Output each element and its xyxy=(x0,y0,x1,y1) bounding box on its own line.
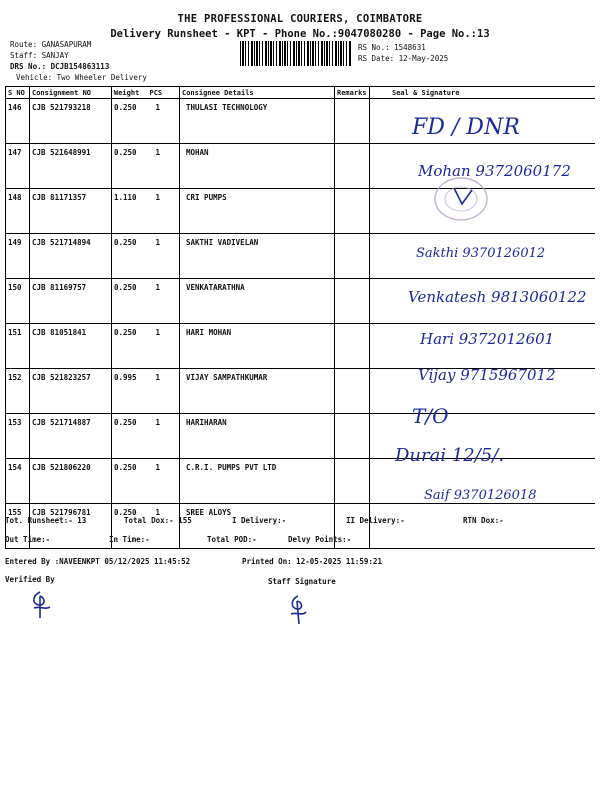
cell-consignment: CJB 81171357 xyxy=(30,189,112,234)
cell-consignee: SREE ALOYS xyxy=(180,504,335,549)
cell-remarks xyxy=(335,144,370,189)
handwritten-signature-147: Mohan 9372060172 xyxy=(418,162,571,180)
cell-pcs: 1 xyxy=(148,414,180,459)
cell-consignment: CJB 521823257 xyxy=(30,369,112,414)
cell-remarks xyxy=(335,99,370,144)
cell-remarks xyxy=(335,279,370,324)
verified-signature xyxy=(28,590,54,622)
cell-pcs: 1 xyxy=(148,504,180,549)
cell-signature xyxy=(370,504,595,549)
company-title: THE PROFESSIONAL COURIERS, COIMBATORE xyxy=(177,13,423,25)
handwritten-to: T/O xyxy=(412,404,449,428)
in-time: In Time:- xyxy=(109,535,150,544)
cell-pcs: 1 xyxy=(148,144,180,189)
handwritten-signature-155: Saif 9370126018 xyxy=(424,488,537,503)
cell-consignee: MOHAN xyxy=(180,144,335,189)
cell-weight: 0.250 xyxy=(112,414,148,459)
runsheet-subtitle: Delivery Runsheet - KPT - Phone No.:9047080280 - Page No.:13 xyxy=(110,28,490,40)
cell-pcs: 1 xyxy=(148,459,180,504)
cell-pcs: 1 xyxy=(148,279,180,324)
total-dox: Total Dox:- 155 xyxy=(124,516,192,525)
cell-consignment: CJB 521714894 xyxy=(30,234,112,279)
rs-date: RS Date: 12-May-2025 xyxy=(358,54,449,63)
runsheet-table xyxy=(5,86,595,549)
cell-remarks xyxy=(335,369,370,414)
col-weight: Weight xyxy=(112,87,148,99)
col-pcs: PCS xyxy=(148,87,180,99)
i-delivery: I Delivery:- xyxy=(232,516,287,525)
cell-consignee: CRI PUMPS xyxy=(180,189,335,234)
rtn-dox: RTN Dox:- xyxy=(463,516,504,525)
cell-sno: 154 xyxy=(6,459,30,504)
table-row xyxy=(6,414,595,459)
staff-signature-label: Staff Signature xyxy=(268,577,336,586)
cell-sno: 148 xyxy=(6,189,30,234)
cell-consignment: CJB 521806220 xyxy=(30,459,112,504)
cell-weight: 0.250 xyxy=(112,144,148,189)
cell-consignee: HARI MOHAN xyxy=(180,324,335,369)
cell-remarks xyxy=(335,234,370,279)
cell-consignee: VIJAY SAMPATHKUMAR xyxy=(180,369,335,414)
col-seal: Seal & Signature xyxy=(370,87,595,99)
cell-weight: 0.250 xyxy=(112,279,148,324)
delvy-points: Delvy Points:- xyxy=(288,535,352,544)
cell-pcs: 1 xyxy=(148,99,180,144)
cell-sno: 153 xyxy=(6,414,30,459)
handwritten-signature-150: Venkatesh 9813060122 xyxy=(408,288,587,306)
cell-sno: 150 xyxy=(6,279,30,324)
col-consignment: Consignment NO xyxy=(30,87,112,99)
entered-by: Entered By :NAVEENKPT 05/12/2025 11:45:52 xyxy=(5,557,191,566)
cell-sno: 149 xyxy=(6,234,30,279)
cell-pcs: 1 xyxy=(148,234,180,279)
cell-weight: 0.250 xyxy=(112,324,148,369)
handwritten-signature-154: Durai 12/5/. xyxy=(395,445,505,466)
vehicle-label: Vehicle: Two Wheeler Delivery xyxy=(16,73,147,82)
cell-weight: 0.250 xyxy=(112,99,148,144)
cell-sno: 147 xyxy=(6,144,30,189)
printed-on: Printed On: 12-05-2025 11:59:21 xyxy=(242,557,382,566)
cell-consignment: CJB 81169757 xyxy=(30,279,112,324)
seal-stamp xyxy=(432,176,490,222)
cell-weight: 0.250 xyxy=(112,459,148,504)
cell-remarks xyxy=(335,189,370,234)
drs-number: DRS No.: DCJB154863113 xyxy=(10,62,110,71)
staff-label: Staff: SANJAY xyxy=(10,51,69,60)
cell-remarks xyxy=(335,324,370,369)
cell-consignee: HARIHARAN xyxy=(180,414,335,459)
cell-consignment: CJB 521714887 xyxy=(30,414,112,459)
col-sno: S NO xyxy=(6,87,30,99)
col-consignee: Consignee Details xyxy=(180,87,335,99)
rs-number: RS No.: 1548631 xyxy=(358,43,426,52)
total-runsheet: Tot. Runsheet:- 13 xyxy=(5,516,87,525)
handwritten-fd-dnr: FD / DNR xyxy=(412,115,520,140)
cell-weight: 0.250 xyxy=(112,234,148,279)
verified-by-label: Verified By xyxy=(5,575,55,584)
cell-consignment: CJB 521648991 xyxy=(30,144,112,189)
col-remarks: Remarks xyxy=(335,87,370,99)
cell-sno: 146 xyxy=(6,99,30,144)
barcode xyxy=(240,41,352,66)
cell-remarks xyxy=(335,459,370,504)
out-time: Out Time:- xyxy=(5,535,51,544)
cell-sno: 152 xyxy=(6,369,30,414)
cell-consignee: SAKTHI VADIVELAN xyxy=(180,234,335,279)
ii-delivery: II Delivery:- xyxy=(346,516,405,525)
total-pod: Total POD:- xyxy=(207,535,257,544)
route-label: Route: GANASAPURAM xyxy=(10,40,92,49)
cell-pcs: 1 xyxy=(148,189,180,234)
table-header-row xyxy=(6,87,595,99)
cell-consignee: VENKATARATHNA xyxy=(180,279,335,324)
cell-sno: 155 xyxy=(6,504,30,549)
table-row xyxy=(6,189,595,234)
handwritten-signature-149: Sakthi 9370126012 xyxy=(416,246,546,261)
cell-consignment: CJB 521793218 xyxy=(30,99,112,144)
cell-pcs: 1 xyxy=(148,369,180,414)
cell-weight: 0.250 xyxy=(112,504,148,549)
cell-sno: 151 xyxy=(6,324,30,369)
handwritten-signature-151: Hari 9372012601 xyxy=(420,330,555,348)
staff-signature xyxy=(286,594,310,628)
cell-pcs: 1 xyxy=(148,324,180,369)
cell-consignee: C.R.I. PUMPS PVT LTD xyxy=(180,459,335,504)
cell-consignment: CJB 521796781 xyxy=(30,504,112,549)
cell-consignee: THULASI TECHNOLOGY xyxy=(180,99,335,144)
cell-weight: 1.110 xyxy=(112,189,148,234)
cell-remarks xyxy=(335,414,370,459)
cell-consignment: CJB 81051841 xyxy=(30,324,112,369)
handwritten-signature-152: Vijay 9715967012 xyxy=(418,366,556,384)
cell-weight: 0.995 xyxy=(112,369,148,414)
